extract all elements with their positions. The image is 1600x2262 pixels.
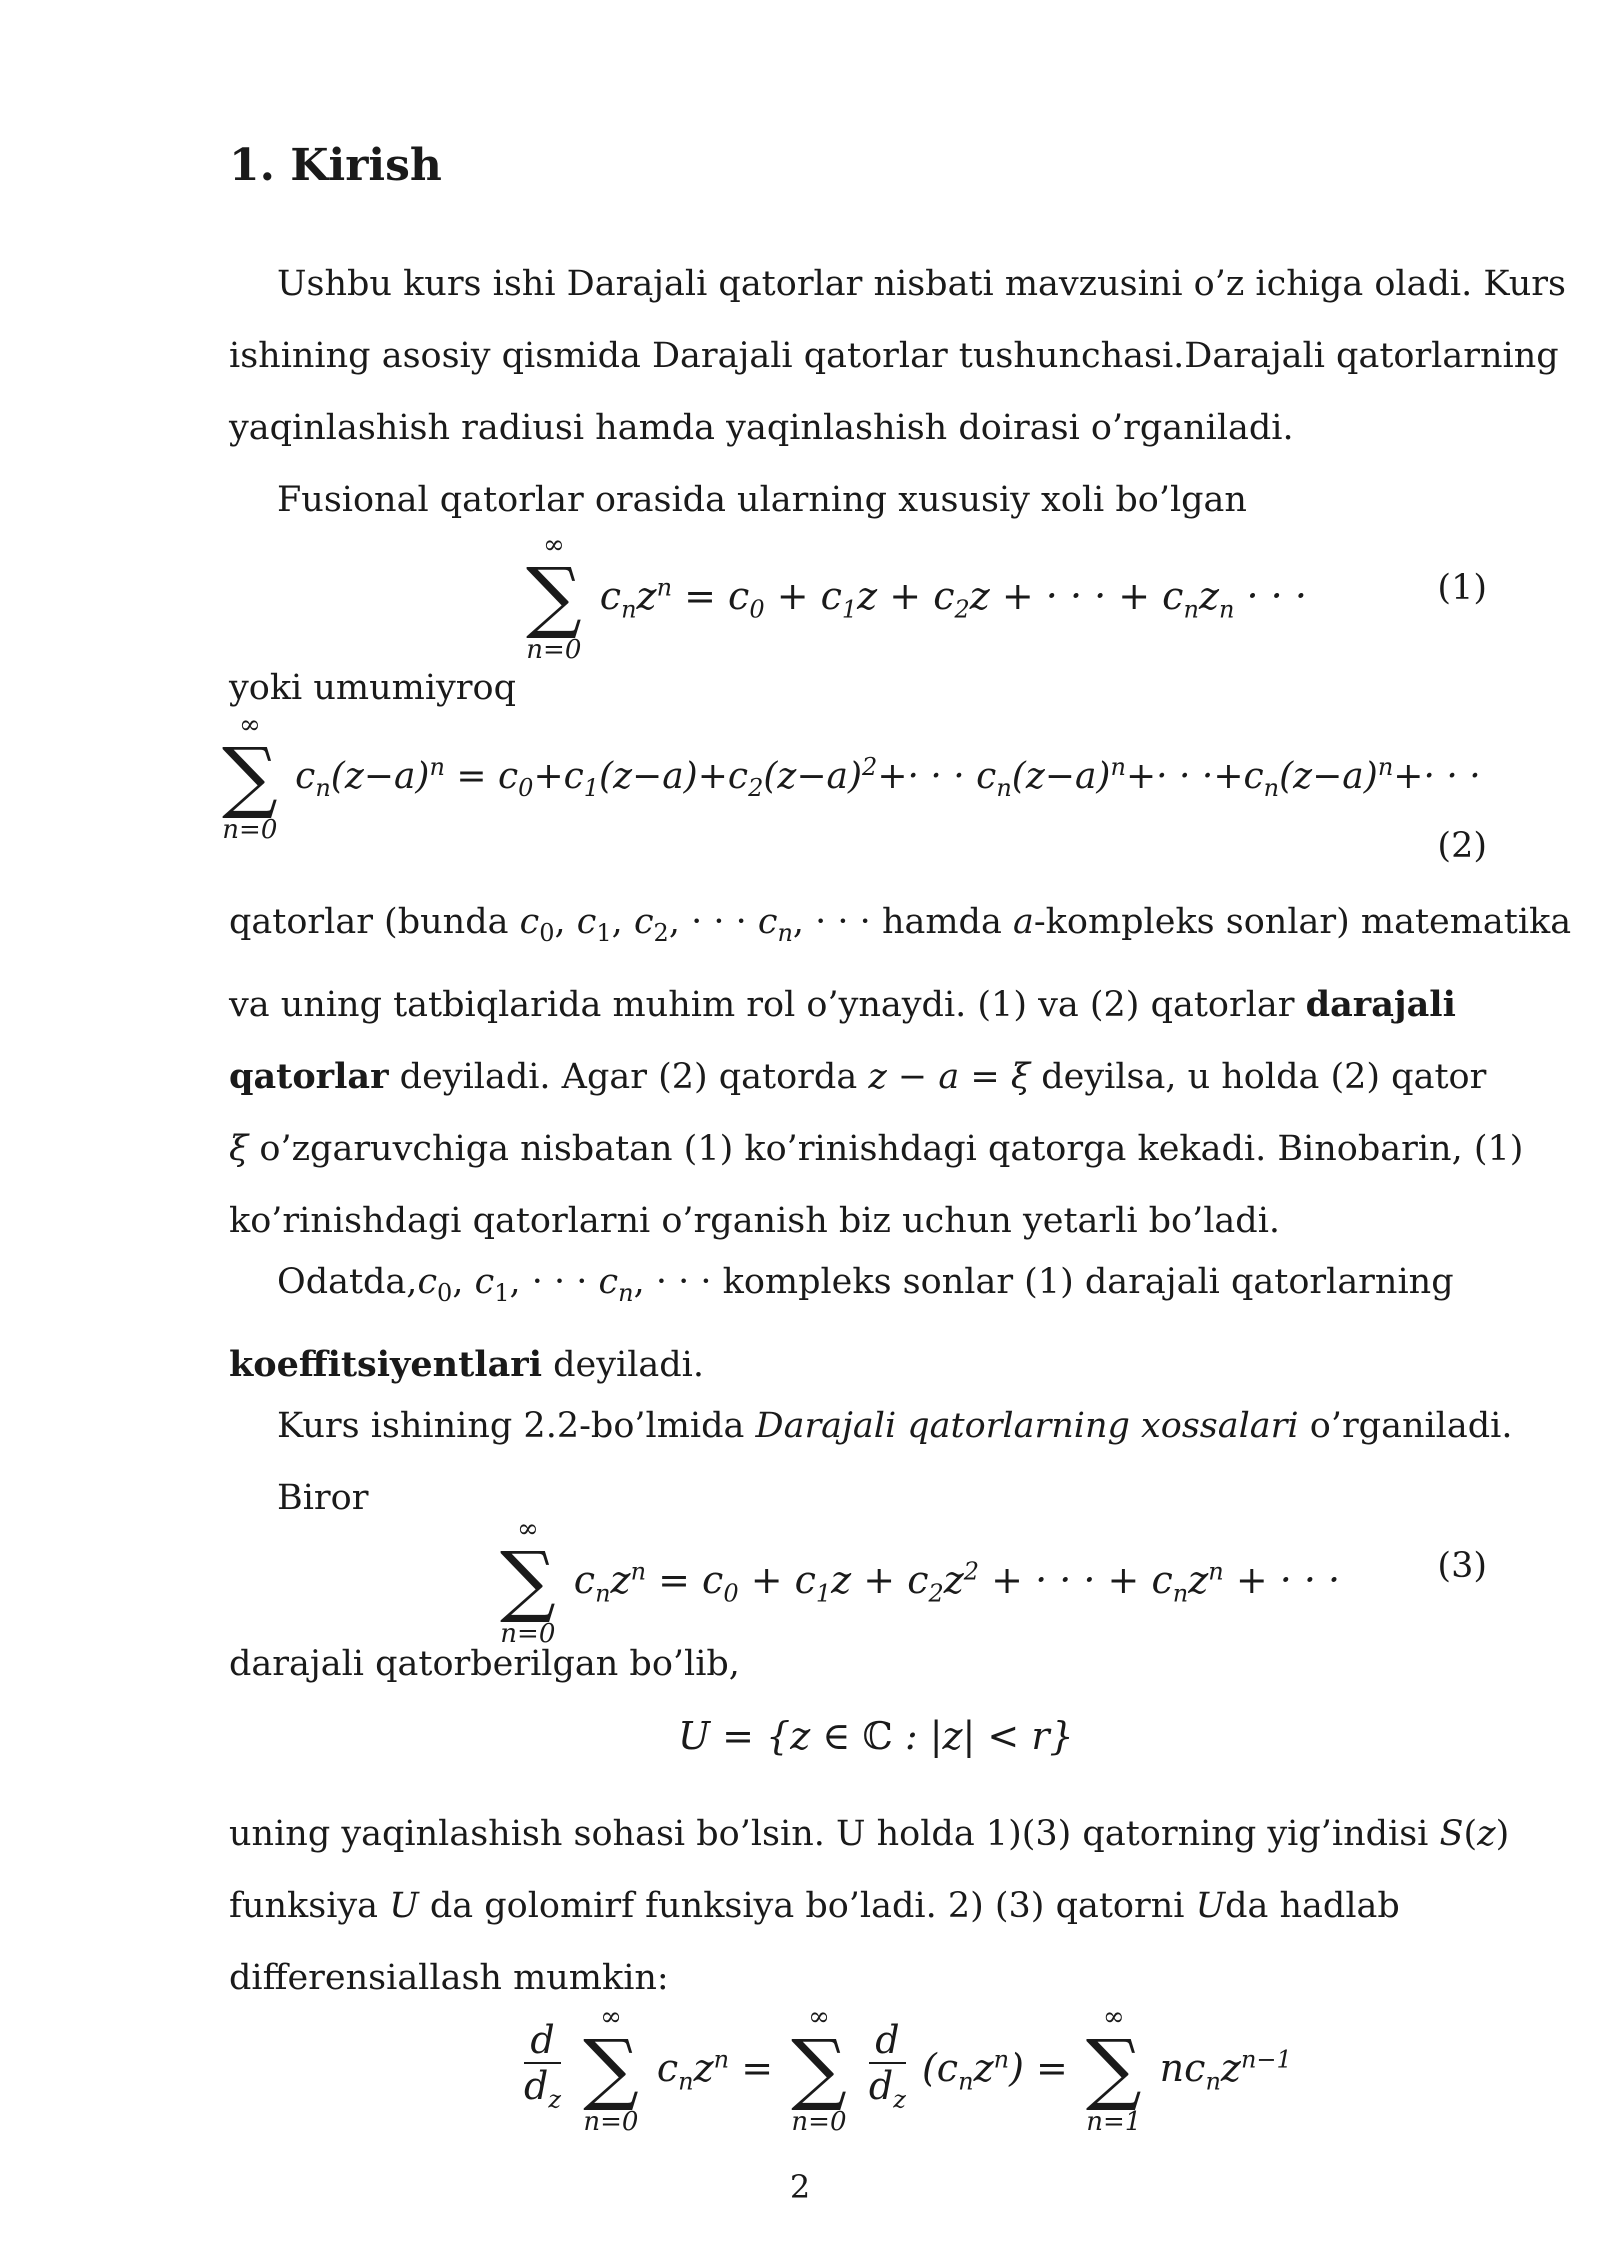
text-line: va uning tatbiqlarida muhim rol o’ynaydi. (1) va (2) qatorlar darajali bbox=[229, 984, 1456, 1025]
paragraph-text: Fusional qatorlar orasida ularning xususiy xoli bo’lgan bbox=[277, 480, 1247, 520]
text-line: Ushbu kurs ishi Darajali qatorlar nisbati mavzusini o’z ichiga oladi. Kurs bbox=[277, 264, 1566, 304]
text-line: $Odatda,c_0$, $c_1$, · · · $c_n$, · · · kompleks sonlar (1) darajali qatorlarning bbox=[277, 1262, 1454, 1307]
text-line: funksiya U da golomirf funksiya bo’ladi. 2) (3) qatorni Uda hadlab bbox=[229, 1886, 1400, 1926]
equation-number: (2) bbox=[1437, 826, 1487, 866]
text-line: differensiallash mumkin: bbox=[229, 1958, 669, 1998]
text-line: qatorlar deyiladi. Agar (2) qatorda z − a = ξ deyilsa, u holda (2) qator bbox=[229, 1056, 1487, 1097]
text-line: yaqinlashish radiusi hamda yaqinlashish doirasi o’rganiladi. bbox=[229, 408, 1294, 448]
equation-1: ∞ ∑ n=0 $c_nz^n = c_0 + c_1z + c_2z$ + · · · + $c_nz_n$ · · · bbox=[526, 530, 1307, 665]
page-number: 2 bbox=[789, 2168, 811, 2206]
text-line: koeffitsiyentlari deyiladi. bbox=[229, 1344, 704, 1385]
section-heading: 1. Kirish bbox=[229, 140, 442, 191]
equation-number: (3) bbox=[1437, 1546, 1487, 1586]
equation-3: ∞ ∑ n=0 $c_nz^n = c_0 + c_1z + c_2z^2$ + · · · + $c_nz^n$ + · · · bbox=[500, 1514, 1341, 1649]
text-line: qatorlar (bunda $c_0$, $c_1$, $c_2$, · · · $c_n$, · · · hamda a-kompleks sonlar) matematika bbox=[229, 902, 1572, 947]
paragraph-text: Biror bbox=[277, 1478, 369, 1518]
set-definition: U = {z ∈ ℂ : |z| < r} bbox=[678, 1714, 1074, 1758]
paragraph-text: yoki umumiyroq bbox=[229, 668, 517, 708]
text-line: ishining asosiy qismida Darajali qatorlar tushunchasi.Darajali qatorlarning bbox=[229, 336, 1559, 376]
paragraph-text bbox=[229, 1246, 1487, 1401]
text-line: ξ o’zgaruvchiga nisbatan (1) ko’rinishdagi qatorga kekadi. Binobarin, (1) bbox=[229, 1129, 1524, 1169]
text-line: ko’rinishdagi qatorlarni o’rganish biz uchun yetarli bo’ladi. bbox=[229, 1201, 1281, 1241]
equation-number: (1) bbox=[1437, 568, 1487, 608]
derivative-equation: $\frac{d}{d_z}$ ∞ ∑ n=0 $c_nz^n$ = ∞ ∑ n=0 $\frac{d}{d_z}$ $(c_nz^n)$ = ∞ ∑ n=1 $nc_nz^{n-1}$ bbox=[524, 2002, 1292, 2137]
text-line: uning yaqinlashish sohasi bo’lsin. U holda 1)(3) qatorning yig’indisi S(z) bbox=[229, 1814, 1510, 1854]
paragraph-text bbox=[229, 886, 1572, 1257]
equation-2: ∞ ∑ n=0 $c_n(z-a)^n = c_0+c_1(z-a)+c_2(z-a)^2+\cdot$ · · $c_n(z-a)^n+\cdot \cdot \cdot+c_n(z-a)^n+\cdot$ · · bbox=[222, 710, 1481, 845]
intro-paragraph bbox=[229, 248, 1566, 464]
paragraph-text: darajali qatorberilgan bo’lib, bbox=[229, 1644, 740, 1684]
paragraph-text bbox=[229, 1798, 1510, 2014]
paragraph-text: Kurs ishining 2.2-bo’lmida Darajali qatorlarning xossalari o’rganiladi. bbox=[277, 1406, 1513, 1446]
